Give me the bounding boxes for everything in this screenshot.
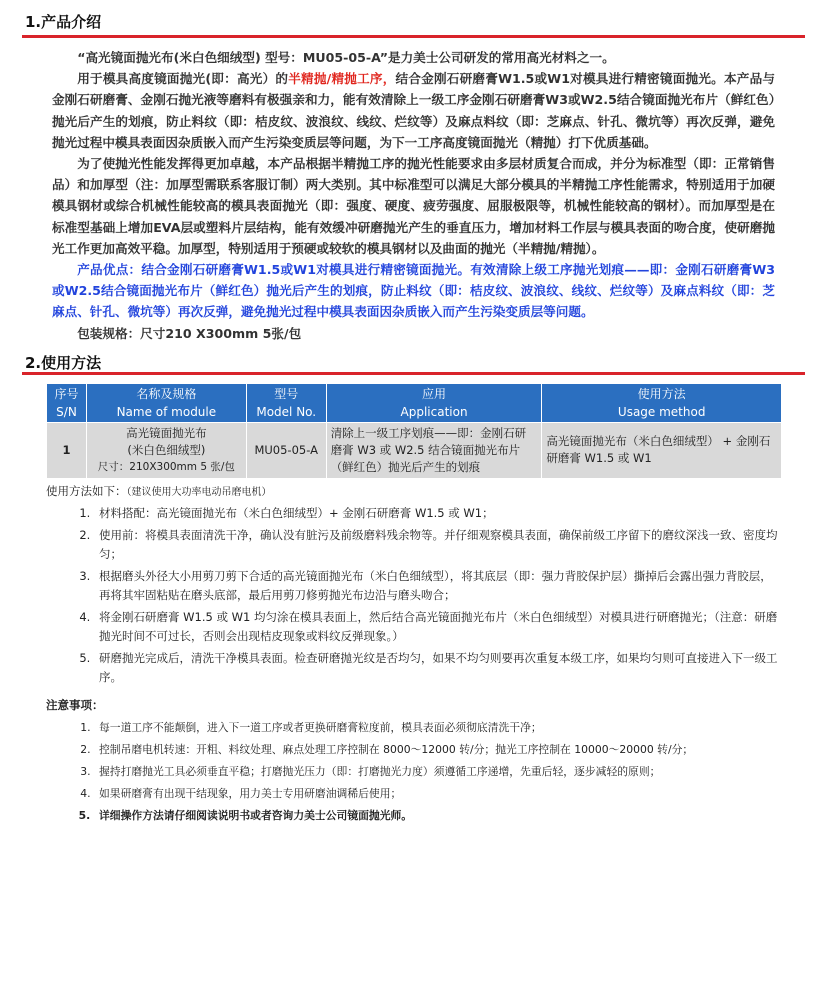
product-advantages: 产品优点：结合金刚石研磨膏W1.5或W1对模具进行精密镜面抛光。有效清除上级工序抛光划痕——即：金刚石研磨膏W3或W2.5结合镜面抛光布片（鲜红色）抛光后产生的划痕，防止料纹（即：桔皮纹、波浪纹、线纹、烂纹等）及麻点料纹（即：芝麻点、针孔、微坑等）再次反弹，避免抛光过程中模具表面因杂质嵌入而产生污染变质层等问题。: [52, 262, 775, 320]
cell-application: 清除上一级工序划痕——即：金刚石研磨膏 W3 或 W2.5 结合镜面抛光布片（鲜红色）抛光后产生的划痕: [326, 422, 542, 478]
table-row: [47, 422, 782, 478]
spec-table: [46, 383, 782, 479]
list-item: 2. 控制吊磨电机转速：开粗、料纹处理、麻点处理工序控制在 8000～12000 转/分；抛光工序控制在 10000～20000 转/分；: [94, 740, 781, 759]
header-sn: 序号 S/N: [47, 383, 87, 422]
section-heading-intro: 1.产品介绍: [25, 13, 102, 31]
usage-method-title: 使用方法如下：（建议使用大功率电动吊磨电机）: [46, 483, 272, 498]
intro-paragraph-2-end: 结合金刚石研磨膏W1.5或W1对模具进行精密镜面抛光。本产品与金刚石研磨膏、金刚石抛光液等磨料有极强亲和力，能有效清除上一级工序金刚石研磨膏W3或W2.5结合镜面抛光布片（鲜红色）抛光后产生的划痕，防止料纹（即：桔皮纹、波浪纹、线纹、烂纹等）及麻点料纹（即：芝麻点、针孔、微坑等）再次反弹，避免抛光过程中模具表面因杂质嵌入而产生污染变质层等问题，为下一工序高度镜面抛光（精抛）打下优质基础。: [52, 71, 775, 150]
header-model: 型号 Model No.: [246, 383, 326, 422]
red-divider: [22, 372, 805, 375]
list-item: 1. 每一道工序不能颠倒，进入下一道工序或者更换研磨膏粒度前，模具表面必须彻底清洗干净；: [94, 718, 781, 737]
cell-model: MU05-05-A: [246, 422, 326, 478]
list-item: 4. 将金刚石研磨膏 W1.5 或 W1 均匀涂在模具表面上，然后结合高光镜面抛光布片（米白色细绒型）对模具进行研磨抛光；（注意：研磨抛光时间不可过长，否则会出现桔皮现象或料纹反弹现象。）: [94, 608, 781, 646]
intro-paragraph-2-start: 用于模具高度镜面抛光(即：高光）的: [77, 71, 289, 87]
list-item: 5. 详细操作方法请仔细阅读说明书或者咨询力美士公司镜面抛光师。: [94, 806, 781, 825]
intro-body: [22, 38, 805, 344]
notice-section: [22, 690, 805, 825]
list-item: 3. 握持打磨抛光工具必须垂直平稳；打磨抛光压力（即：打磨抛光力度）须遵循工序递增，先重后轻，逐步减轻的原则；: [94, 762, 781, 781]
cell-name: 高光镜面抛光布 (米白色细绒型) 尺寸：210X300mm 5 张/包: [86, 422, 246, 478]
section-heading-usage: 2.使用方法: [25, 353, 102, 372]
header-application: 应用 Application: [326, 383, 542, 422]
intro-paragraph-2: [52, 68, 775, 153]
list-item: 3. 根据磨头外径大小用剪刀剪下合适的高光镜面抛光布（米白色细绒型），将其底层（即：强力背胶保护层）撕掉后会露出强力背胶层，再将其牢固粘贴在磨头底部，最后用剪刀修剪抛光布边沿与磨头吻合；: [94, 567, 781, 605]
notice-list: [46, 718, 781, 825]
cell-usage: 高光镜面抛光布（米白色细绒型） + 金刚石研磨膏 W1.5 或 W1: [542, 422, 782, 478]
header-name: 名称及规格 Name of module: [86, 383, 246, 422]
usage-method: [22, 479, 805, 687]
list-item: 4. 如果研磨膏有出现干结现象，用力美士专用研磨油调稀后使用；: [94, 784, 781, 803]
notice-title: 注意事项：: [46, 697, 104, 712]
list-item: 1. 材料搭配：高光镜面抛光布（米白色细绒型）+ 金刚石研磨膏 W1.5 或 W1；: [94, 504, 781, 523]
packaging-spec: 包装规格：尺寸210 X300mm 5张/包: [77, 325, 302, 341]
list-item: 2. 使用前：将模具表面清洗干净，确认没有脏污及前级磨料残余物等。并仔细观察模具表面，确保前级工序留下的磨纹深浅一致、密度均匀；: [94, 526, 781, 564]
list-item: 5. 研磨抛光完成后，清洗干净模具表面。检查研磨抛光纹是否均匀，如果不均匀则要再次重复本级工序，如果均匀则可直接进入下一级工序。: [94, 649, 781, 687]
header-usage: 使用方法 Usage method: [542, 383, 782, 422]
highlight-red-text: 半精抛/精抛工序，: [288, 71, 396, 87]
usage-steps: [46, 504, 781, 687]
cell-sn: 1: [47, 422, 87, 478]
intro-paragraph-1: “高光镜面抛光布(米白色细绒型) 型号：MU05-05-A”是力美士公司研发的常用高光材料之一。: [77, 50, 615, 65]
usage-method-note: （建议使用大功率电动吊磨电机）: [126, 486, 272, 498]
table-header-row: [47, 383, 782, 422]
intro-paragraph-3: 为了使抛光性能发挥得更加卓越，本产品根据半精抛工序的抛光性能要求由多层材质复合而成，并分为标准型（即：正常销售品）和加厚型（注：加厚型需联系客服订制）两大类别。其中标准型可以满足大部分模具的半精抛工序性能需求，特别适用于加硬模具钢材或综合机械性能较高的模具表面抛光（即：强度、硬度、疲劳强度、屈服极限等，机械性能较高的钢材）。而加厚型是在标准型基础上增加EVA层或塑料片层结构，能有效缓冲研磨抛光产生的垂直压力，增加材料工作层与模具表面的吻合度，使研磨抛光工作更加高效平稳。加厚型，特别适用于预硬或较软的模具钢材以及曲面的抛光（半精抛/精抛）。: [52, 156, 775, 256]
